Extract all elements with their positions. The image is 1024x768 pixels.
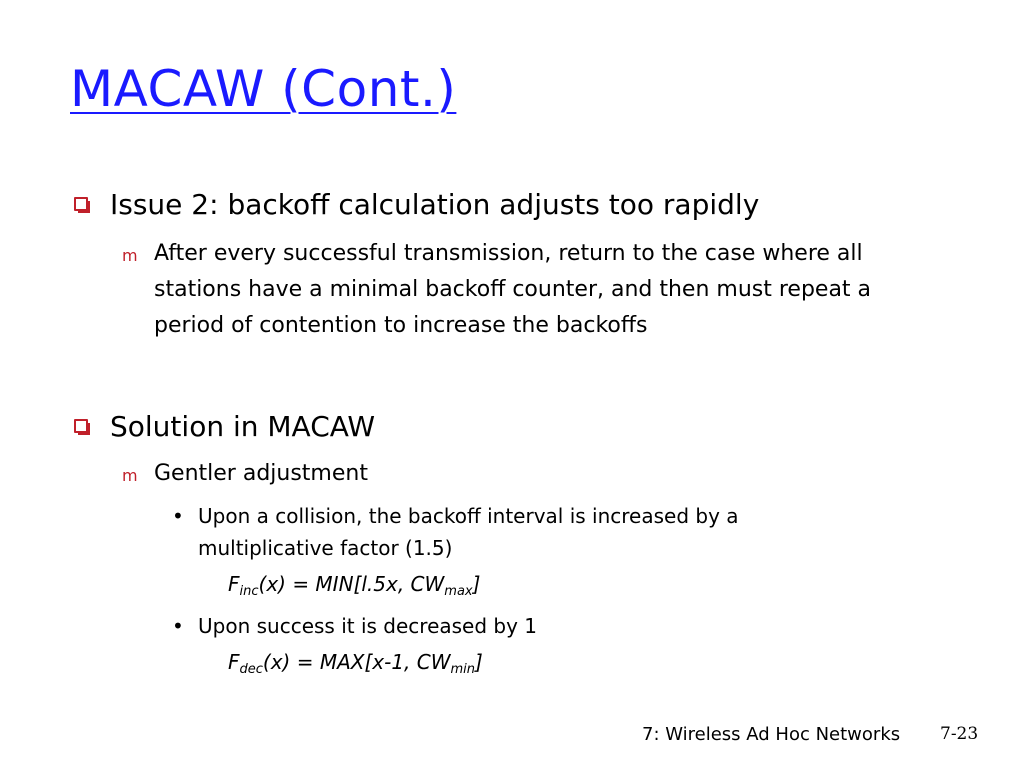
circle-bullet-icon: m — [122, 466, 138, 485]
formula-inc: $F_{inc}(x) = MIN[l.5x$, $CW_{max}$] — [228, 572, 481, 599]
sub-bullet-after-success-text: After every successful transmission, return to the case where all stations have a minimal backoff counter, and then must repeat a period of contention to increase the backoffs — [154, 241, 872, 338]
sub-bullet-gentler-text: Gentler adjustment — [154, 461, 368, 486]
circle-bullet-icon: m — [122, 246, 138, 265]
dot-bullet-icon: • — [172, 614, 184, 638]
bullet-issue-2-text: Issue 2: backoff calculation adjusts too rapidly — [110, 188, 760, 221]
slide-title: MACAW (Cont.) — [70, 60, 457, 118]
bullet-solution-text: Solution in MACAW — [110, 410, 376, 443]
formula-dec: $F_{dec}(x) = MAX[x-1$, $CW_{min}$] — [228, 650, 483, 677]
sub-sub-bullet-success-text: Upon success it is decreased by 1 — [198, 614, 538, 638]
square-bullet-icon — [74, 197, 88, 211]
footer-chapter: 7: Wireless Ad Hoc Networks — [642, 724, 901, 745]
sub-sub-bullet-collision-text: Upon a collision, the backoff interval is increased by a multiplicative factor (1.5) — [198, 504, 739, 560]
dot-bullet-icon: • — [172, 504, 184, 528]
square-bullet-icon — [74, 419, 88, 433]
footer-page-number: 7-23 — [940, 724, 979, 744]
